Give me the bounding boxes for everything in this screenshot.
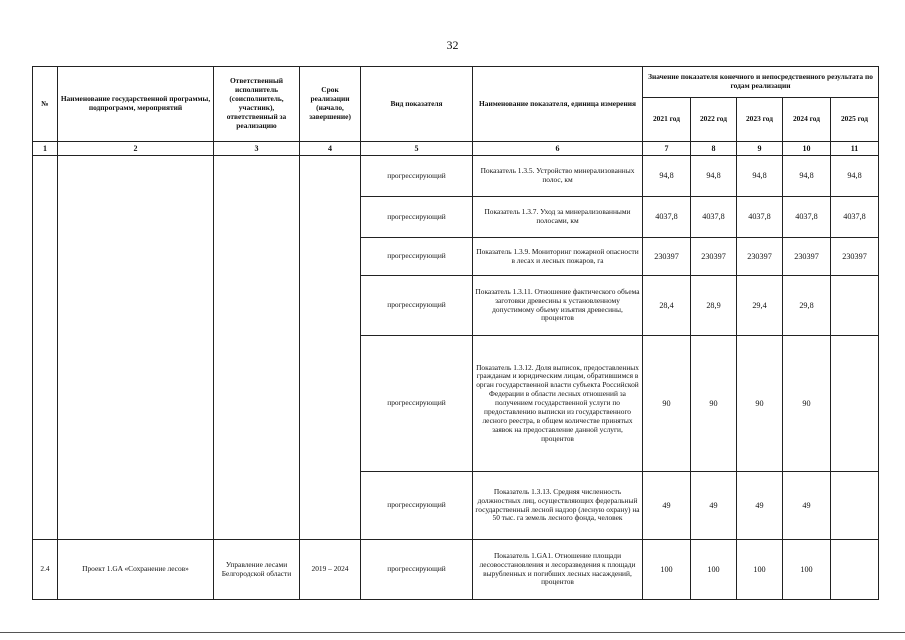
indicator-kind: прогрессирующий <box>361 540 473 600</box>
indicator-value: 230397 <box>783 238 831 276</box>
page-bottom-rule <box>0 632 905 633</box>
header-year: 2023 год <box>737 98 783 142</box>
column-number: 8 <box>691 142 737 156</box>
indicator-name: Показатель 1.3.13. Средняя численность должностных лиц, осуществляющих федеральный государственный лесной надзор (лесную охрану) на 50 тыс. га земель лесного фонда, человек <box>473 472 643 540</box>
project-term: 2019 – 2024 <box>300 540 361 600</box>
column-number: 6 <box>473 142 643 156</box>
project-no: 2.4 <box>33 540 58 600</box>
project-row <box>33 540 879 600</box>
empty-executor-cell <box>214 156 300 540</box>
indicator-value: 28,9 <box>691 276 737 336</box>
empty-no-cell <box>33 156 58 540</box>
indicator-value: 49 <box>643 472 691 540</box>
indicators-table <box>32 66 879 600</box>
indicator-value: 4037,8 <box>737 197 783 238</box>
indicator-value: 4037,8 <box>691 197 737 238</box>
header-year: 2024 год <box>783 98 831 142</box>
indicator-value: 230397 <box>737 238 783 276</box>
indicator-name: Показатель 1.3.7. Уход за минерализованными полосами, км <box>473 197 643 238</box>
indicator-value: 94,8 <box>783 156 831 197</box>
indicator-value: 49 <box>691 472 737 540</box>
column-number: 10 <box>783 142 831 156</box>
header-term: Срок реализации (начало, завершение) <box>300 67 361 142</box>
indicator-name: Показатель 1.3.12. Доля выписок, предоставленных гражданам и юридическим лицам, обратившимся в орган государственной власти субъекта Российской Федерации в области лесных отношений за получением государственной услуги по предоставлению выписки из государственного лесного реестра, в общем количестве принятых заявок на предоставление данной услуги, процентов <box>473 336 643 472</box>
header-no: № <box>33 67 58 142</box>
indicator-value <box>831 540 879 600</box>
column-number: 2 <box>58 142 214 156</box>
indicator-value: 94,8 <box>643 156 691 197</box>
header-values: Значение показателя конечного и непосредственного результата по годам реализации <box>643 67 879 98</box>
indicator-value <box>831 276 879 336</box>
indicator-value: 29,8 <box>783 276 831 336</box>
indicator-value <box>831 336 879 472</box>
indicator-value: 94,8 <box>831 156 879 197</box>
indicator-value: 29,4 <box>737 276 783 336</box>
project-name: Проект 1.GA «Сохранение лесов» <box>58 540 214 600</box>
project-executor: Управление лесами Белгородской области <box>214 540 300 600</box>
indicator-value: 94,8 <box>691 156 737 197</box>
indicator-kind: прогрессирующий <box>361 472 473 540</box>
indicator-value: 90 <box>737 336 783 472</box>
column-number: 9 <box>737 142 783 156</box>
indicator-value: 100 <box>643 540 691 600</box>
indicator-value: 90 <box>691 336 737 472</box>
header-kind: Вид показателя <box>361 67 473 142</box>
indicator-value <box>831 472 879 540</box>
indicator-value: 28,4 <box>643 276 691 336</box>
page-number: 32 <box>446 38 459 52</box>
indicator-value: 90 <box>783 336 831 472</box>
column-number: 7 <box>643 142 691 156</box>
indicator-value: 100 <box>691 540 737 600</box>
indicator-value: 94,8 <box>737 156 783 197</box>
column-number: 11 <box>831 142 879 156</box>
header-year: 2022 год <box>691 98 737 142</box>
indicator-value: 230397 <box>691 238 737 276</box>
column-number: 4 <box>300 142 361 156</box>
empty-name-cell <box>58 156 214 540</box>
indicator-name: Показатель 1.3.9. Мониторинг пожарной опасности в лесах и лесных пожаров, га <box>473 238 643 276</box>
column-number: 3 <box>214 142 300 156</box>
indicator-kind: прогрессирующий <box>361 197 473 238</box>
indicator-kind: прогрессирующий <box>361 156 473 197</box>
indicator-value: 49 <box>737 472 783 540</box>
indicator-name: Показатель 1.3.5. Устройство минерализованных полос, км <box>473 156 643 197</box>
column-numbers-row <box>33 142 879 156</box>
indicator-value: 4037,8 <box>783 197 831 238</box>
indicator-value: 100 <box>737 540 783 600</box>
indicator-kind: прогрессирующий <box>361 276 473 336</box>
indicator-value: 90 <box>643 336 691 472</box>
header-year: 2021 год <box>643 98 691 142</box>
header-name: Наименование государственной программы, подпрограмм, мероприятий <box>58 67 214 142</box>
table-row <box>33 156 879 197</box>
indicator-value: 100 <box>783 540 831 600</box>
indicator-name: Показатель 1.3.11. Отношение фактического объема заготовки древесины к установленному допустимому объему изъятия древесины, процентов <box>473 276 643 336</box>
indicator-kind: прогрессирующий <box>361 238 473 276</box>
empty-term-cell <box>300 156 361 540</box>
header-executor: Ответственный исполнитель (соисполнитель, участник), ответственный за реализацию <box>214 67 300 142</box>
indicator-value: 4037,8 <box>831 197 879 238</box>
indicator-value: 230397 <box>643 238 691 276</box>
indicator-kind: прогрессирующий <box>361 336 473 472</box>
header-year: 2025 год <box>831 98 879 142</box>
column-number: 1 <box>33 142 58 156</box>
header-indicator: Наименование показателя, единица измерения <box>473 67 643 142</box>
indicator-value: 230397 <box>831 238 879 276</box>
indicator-name: Показатель 1.GA1. Отношение площади лесовосстановления и лесоразведения к площади вырубленных и погибших лесных насаждений, процентов <box>473 540 643 600</box>
indicator-value: 4037,8 <box>643 197 691 238</box>
column-number: 5 <box>361 142 473 156</box>
indicator-value: 49 <box>783 472 831 540</box>
